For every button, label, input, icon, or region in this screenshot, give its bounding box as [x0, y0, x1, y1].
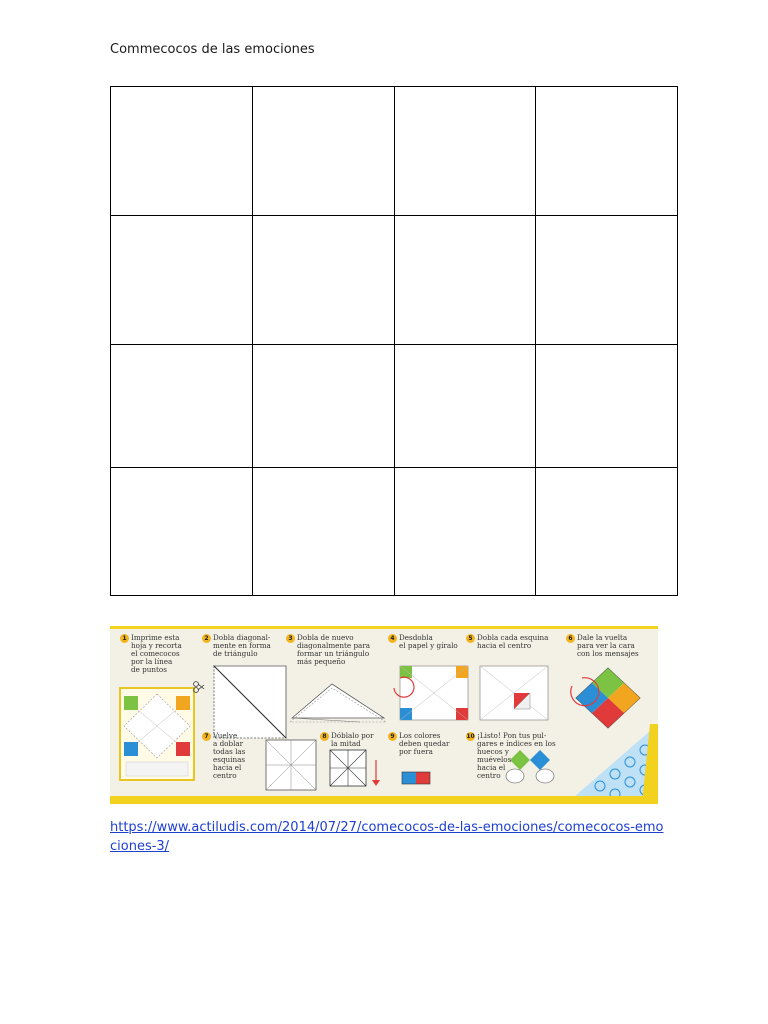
grid-cell: [536, 468, 678, 596]
patterned-paper-corner: [566, 724, 658, 804]
grid-cell: [536, 345, 678, 468]
step-number: 10: [466, 733, 475, 740]
step-3: [286, 634, 370, 666]
step-1: [120, 634, 182, 674]
step-number: 5: [466, 634, 475, 643]
document-title: Commecocos de las emociones: [110, 42, 315, 57]
step-10: [466, 732, 556, 780]
grid-cell: [252, 87, 394, 216]
step-6: [566, 634, 639, 658]
step-text: ¡Listo! Pon tus pul- gares e índices en los huecos y muévelos hacia el centro: [477, 731, 556, 780]
step-number: 2: [202, 634, 211, 643]
step-text: Los colores deben quedar por fuera: [399, 731, 450, 756]
grid-cell: [252, 468, 394, 596]
folding-instructions-image: [110, 626, 658, 804]
step-9: [388, 732, 449, 756]
corner-fold-illustration: [480, 666, 548, 720]
grid-cell: [394, 87, 536, 216]
step-text: Imprime esta hoja y recorta el comecocos por la línea de puntos: [131, 633, 182, 674]
step-text: Dobla diagonal- mente en forma de triángulo: [213, 633, 271, 658]
unfolded-sheet-illustration: [394, 666, 468, 720]
step-2: [202, 634, 271, 658]
step-text: Dobla cada esquina hacia el centro: [477, 633, 549, 650]
grid-cell: [111, 216, 253, 345]
step-text: Dobla de nuevo diagonalmente para formar un triángulo más pequeño: [297, 633, 371, 666]
grid-cell: [394, 345, 536, 468]
grid-cell: [536, 87, 678, 216]
step-number: 1: [120, 634, 129, 643]
grid-cell: [111, 345, 253, 468]
grid-cell: [252, 345, 394, 468]
grid-cell: [252, 216, 394, 345]
grid-cell: [394, 216, 536, 345]
step-text: Dale la vuelta para ver la cara con los mensajes: [577, 633, 639, 658]
grid-cell: [111, 87, 253, 216]
yellow-band-bottom: [110, 796, 658, 804]
step-number: 7: [202, 732, 211, 741]
scissors-icon: [194, 682, 204, 693]
step-number: 6: [566, 634, 575, 643]
flipped-diamond-illustration: [571, 668, 640, 728]
printed-sheet-illustration: [120, 688, 194, 780]
step-text: Desdobla el papel y gíralo: [399, 633, 458, 650]
step-8: [320, 732, 374, 748]
grid-cell: [111, 468, 253, 596]
colors-outside-illustration: [402, 772, 430, 784]
step-number: 3: [286, 634, 295, 643]
diagonal-fold-illustration: [214, 666, 286, 738]
half-fold-illustration: [330, 750, 380, 786]
source-link[interactable]: https://www.actiludis.com/2014/07/27/comecocos-de-las-emociones/comecocos-emociones-3/: [110, 820, 664, 854]
step-text: Vuelve a doblar todas las esquinas hacia el centro: [213, 731, 246, 780]
step-5: [466, 634, 548, 650]
small-triangle-fold-illustration: [290, 684, 386, 722]
grid-cell: [394, 468, 536, 596]
step-number: 8: [320, 732, 329, 741]
step-4: [388, 634, 458, 650]
step-number: 4: [388, 634, 397, 643]
step-7: [202, 732, 245, 780]
grid-cell: [536, 216, 678, 345]
step-text: Dóblalo por la mitad: [331, 731, 374, 748]
refold-square-illustration: [266, 740, 316, 790]
emotion-grid: [110, 86, 678, 596]
step-number: 9: [388, 732, 397, 741]
